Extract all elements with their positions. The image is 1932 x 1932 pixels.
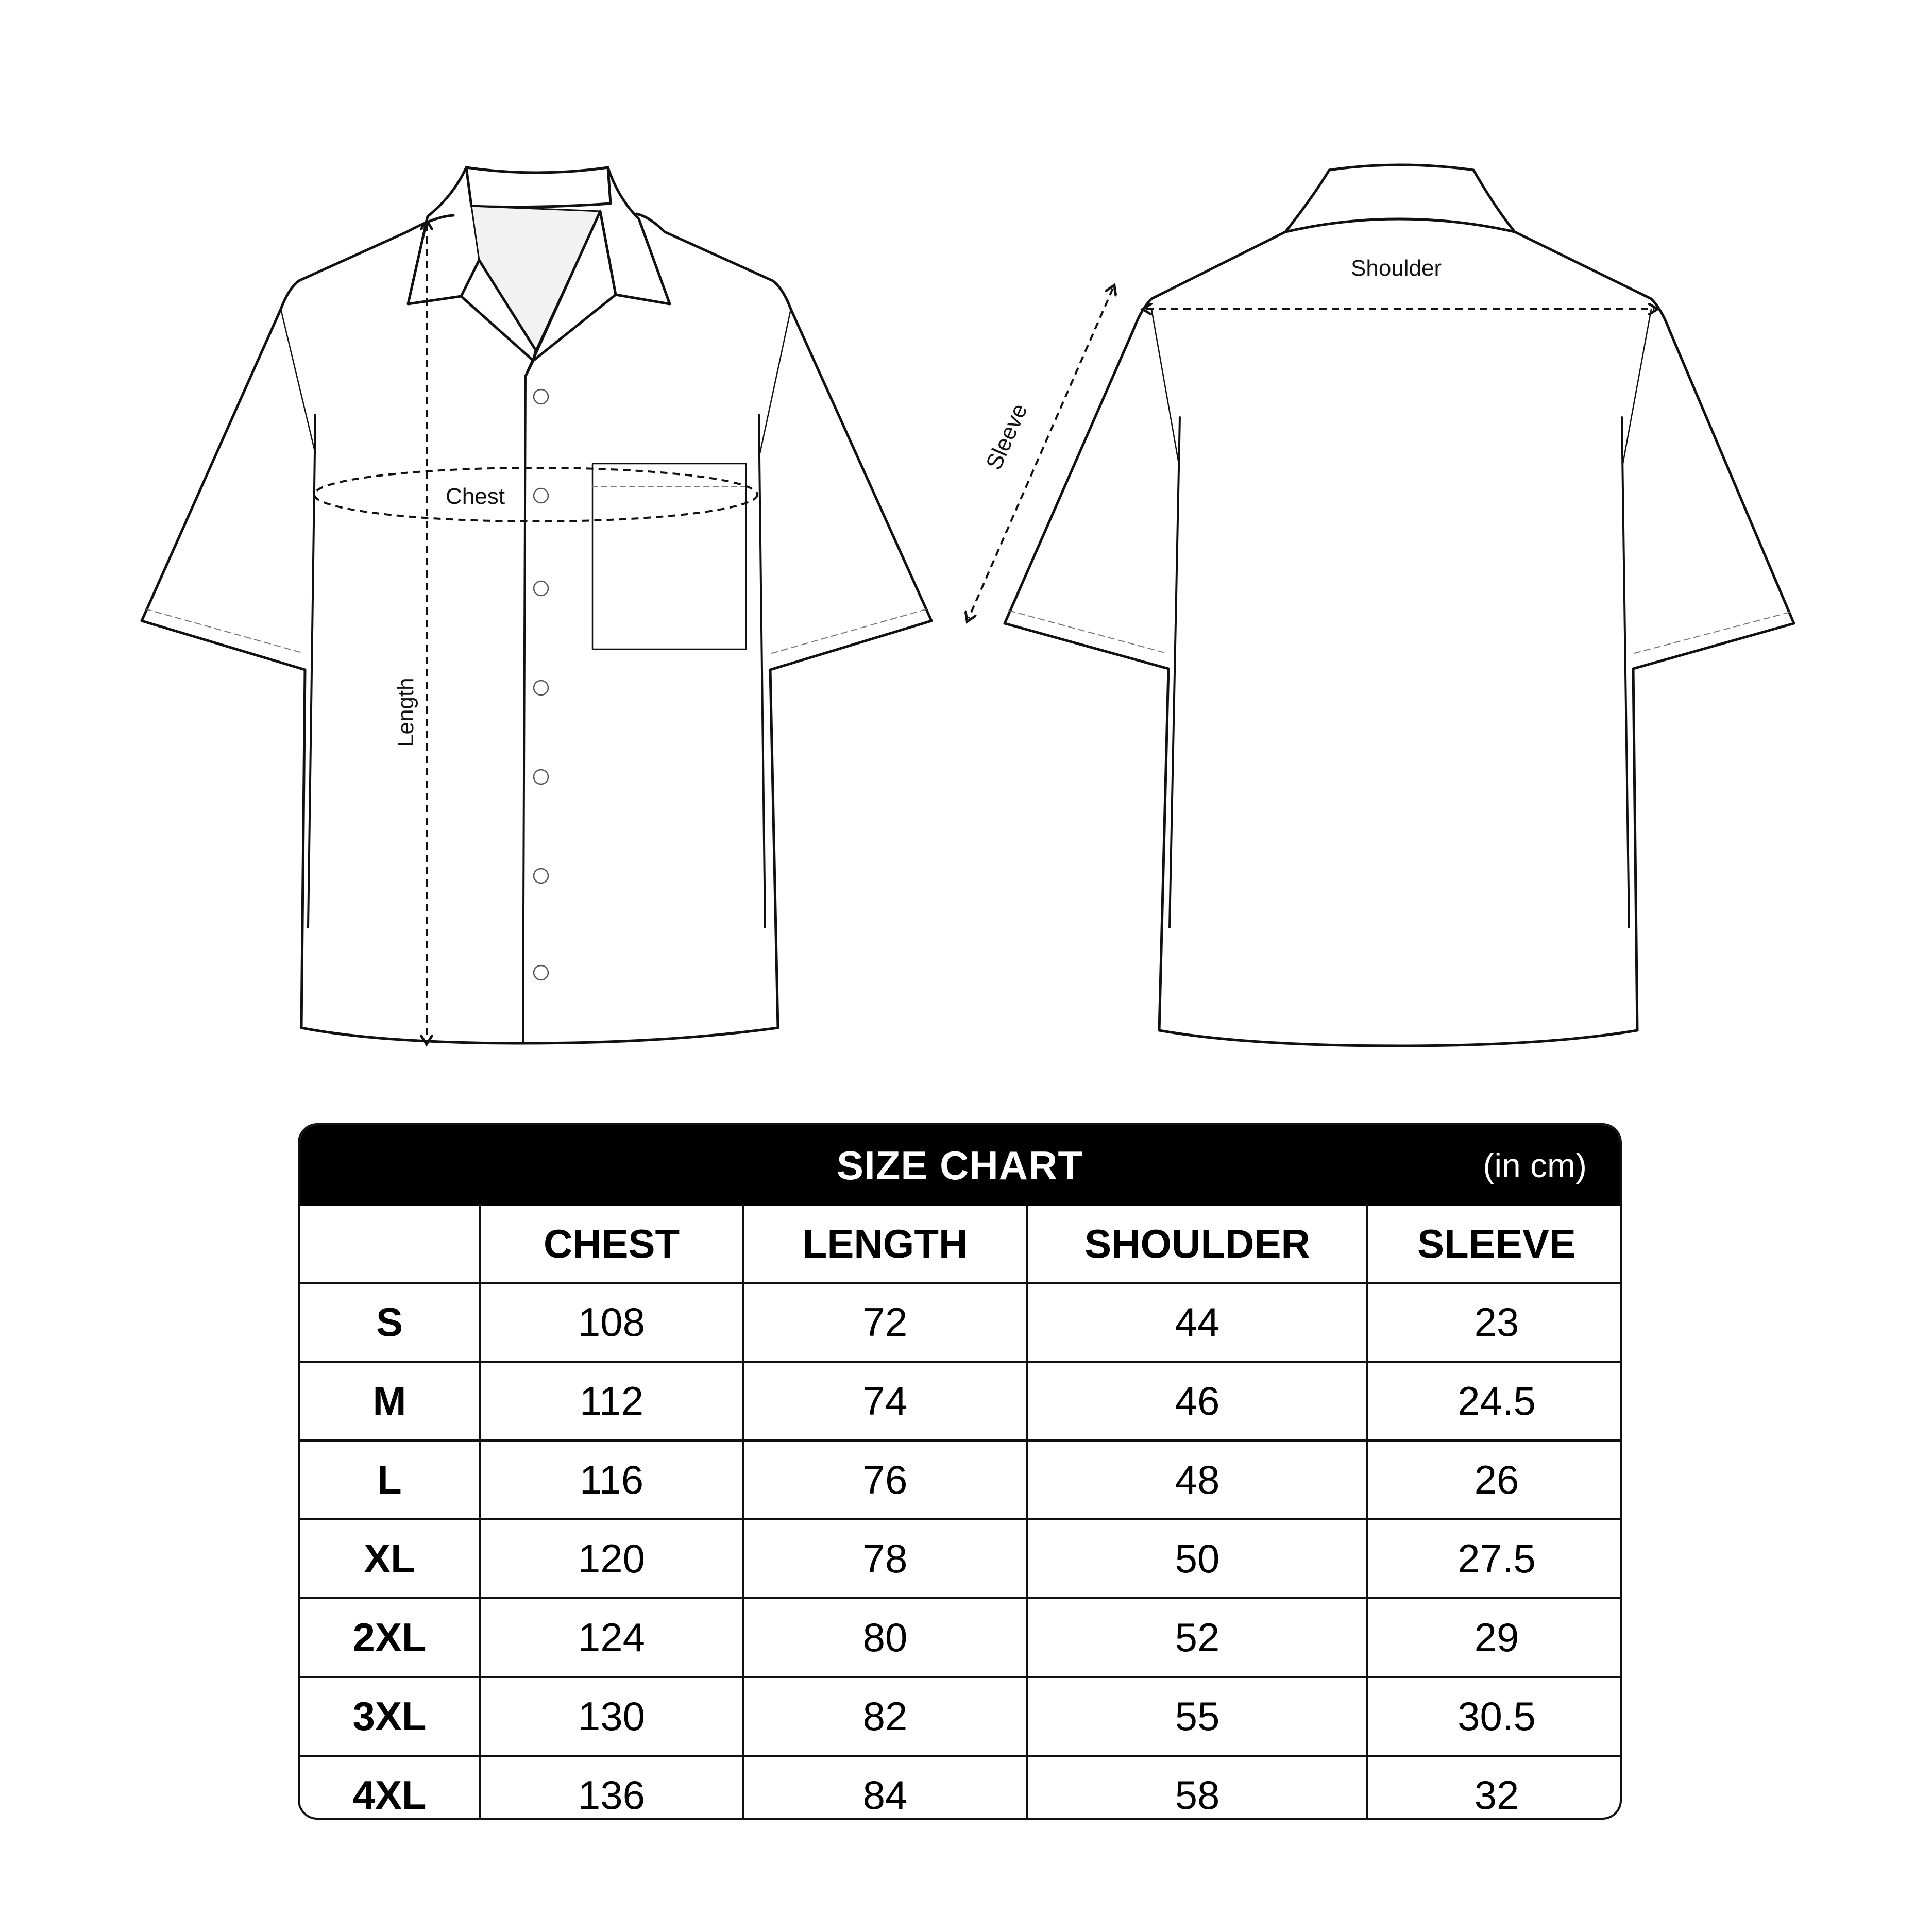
chest-label: Chest [446,484,505,509]
shoulder-value: 55 [1027,1677,1367,1756]
button [534,770,548,784]
size-label: 4XL [300,1756,480,1820]
sleeve-label: Sleeve [981,400,1032,474]
front-sleeve-seam-right [760,309,791,453]
button [534,581,548,596]
front-collar-outer-right [608,167,670,304]
length-value: 82 [743,1677,1027,1756]
size-chart-grid [300,1206,1622,1820]
sleeve-value: 23 [1367,1283,1622,1362]
size-chart-table [298,1123,1622,1820]
length-value: 84 [743,1756,1027,1820]
size-label: XL [300,1519,480,1598]
size-label: 2XL [300,1598,480,1677]
sleeve-value: 30.5 [1367,1677,1622,1756]
chest-value: 120 [480,1519,743,1598]
size-chart-column-headers [300,1206,1622,1283]
table-row [300,1440,1622,1519]
shoulder-value: 44 [1027,1283,1367,1362]
sleeve-value: 29 [1367,1598,1622,1677]
back-shirt [1005,165,1794,1046]
chest-value: 136 [480,1756,743,1820]
size-chart-unit: (in cm) [1483,1146,1587,1184]
size-label: S [300,1283,480,1362]
back-side-seam-right [1622,417,1629,927]
front-buttons [534,389,548,980]
shoulder-value: 46 [1027,1362,1367,1440]
button [534,869,548,883]
size-label: M [300,1362,480,1440]
shoulder-value: 52 [1027,1598,1367,1677]
front-placket [523,376,526,1043]
table-row [300,1598,1622,1677]
sleeve-value: 32 [1474,1772,1519,1818]
back-sleeve-seam-left [1151,309,1179,464]
chest-value: 108 [480,1283,743,1362]
column-header-chest: CHEST [480,1206,743,1283]
table-row [300,1677,1622,1756]
column-header-sleeve: SLEEVE [1367,1206,1622,1283]
column-header-length: LENGTH [743,1206,1027,1283]
size-label: L [300,1440,480,1519]
column-header-shoulder: SHOULDER [1027,1206,1367,1283]
length-value: 72 [743,1283,1027,1362]
back-sleeve-seam-right [1623,309,1651,464]
table-row [300,1362,1622,1440]
column-header-size [300,1206,480,1283]
sleeve-value: 26 [1367,1440,1622,1519]
button [534,681,548,695]
back-collar [1285,165,1515,232]
shoulder-value: 58 [1027,1756,1367,1820]
chest-value: 112 [480,1362,743,1440]
front-side-seam-left [308,415,315,927]
front-shirt [142,167,931,1043]
front-collar-band [466,167,611,207]
shoulder-value: 48 [1027,1440,1367,1519]
back-side-seam-left [1170,417,1180,927]
back-body-outline [1005,219,1794,1046]
size-chart-header [300,1125,1620,1206]
button [534,389,548,404]
sleeve-value: 24.5 [1367,1362,1622,1440]
chest-value: 130 [480,1677,743,1756]
front-collar-outer [408,167,466,304]
size-chart-title: SIZE CHART [837,1143,1083,1188]
button [534,488,548,503]
front-pocket [592,464,746,649]
front-shoulder-left [407,215,453,232]
table-row [300,1519,1622,1598]
sleeve-value: 27.5 [1367,1519,1622,1598]
front-side-seam-right [759,415,765,927]
table-row [300,1756,1622,1820]
length-value: 76 [743,1440,1027,1519]
shoulder-label: Shoulder [1351,256,1442,281]
table-row [300,1283,1622,1362]
front-sleeve-seam-left [281,309,315,453]
shoulder-value: 50 [1027,1519,1367,1598]
length-value: 78 [743,1519,1027,1598]
chest-value: 116 [480,1440,743,1519]
chest-value: 124 [480,1598,743,1677]
length-value: 74 [743,1362,1027,1440]
size-label: 3XL [300,1677,480,1756]
length-value: 80 [743,1598,1027,1677]
length-label: Length [393,677,418,747]
button [534,965,548,980]
